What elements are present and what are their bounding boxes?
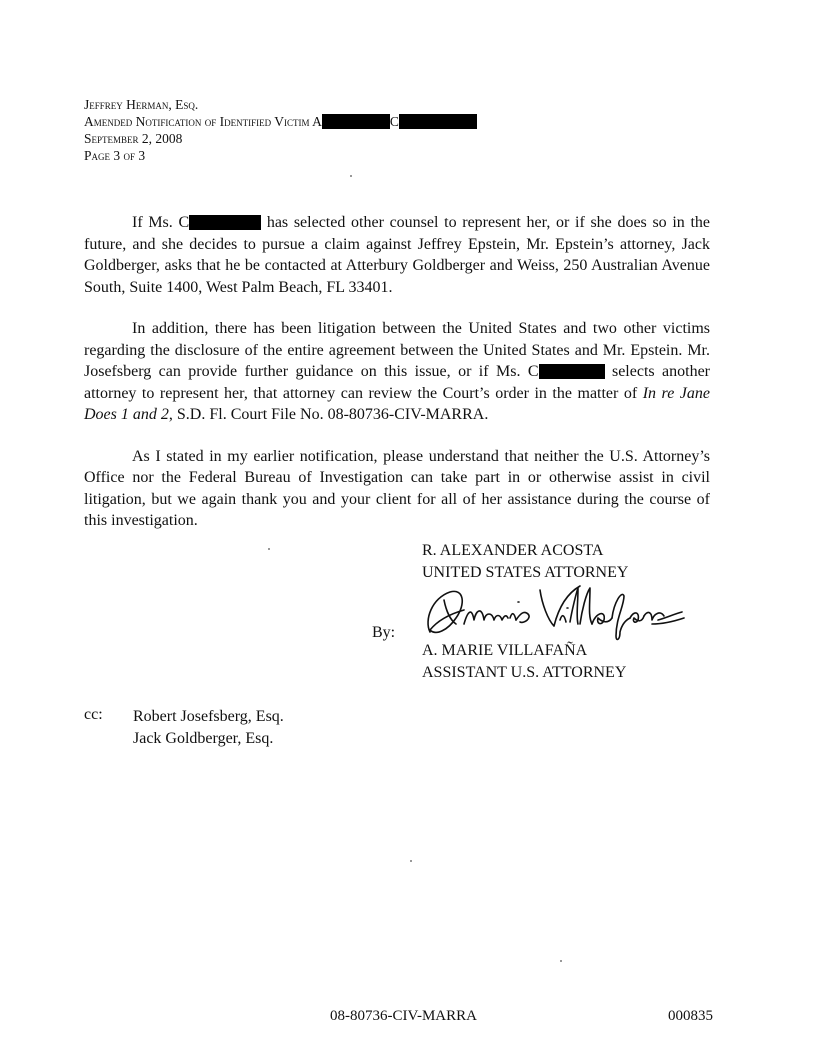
cc-recipient: Jack Goldberger, Esq.: [133, 729, 274, 747]
redaction-box: [189, 215, 261, 230]
signer-block: [422, 640, 626, 683]
cc-list: [133, 706, 284, 749]
scan-speck: [268, 548, 270, 550]
handwritten-signature: [420, 580, 690, 646]
by-label: By:: [372, 624, 396, 641]
attorney-title: UNITED STATES ATTORNEY: [422, 563, 629, 581]
paragraph-text: If Ms. C: [132, 214, 190, 231]
scan-speck: [350, 175, 352, 177]
signature-block: [422, 540, 628, 583]
case-name: In re Jane Does 1 and 2: [84, 384, 711, 423]
letter-body: [84, 212, 710, 552]
paragraph-counsel: [84, 212, 710, 298]
subject-line: [84, 113, 477, 130]
redaction-box: [322, 114, 390, 129]
letter-header: [84, 96, 477, 164]
signer-title: ASSISTANT U.S. ATTORNEY: [422, 663, 627, 681]
page-number-line: Page 3 of 3: [84, 148, 146, 163]
paragraph-closing: As I stated in my earlier notification, please understand that neither the U.S. Attorney’s Office nor the Federal Bureau of Investigation can take part in or otherwise assist in civil litigation, but we again thank you and your client for all of her assistance during the course of this investigation.: [84, 447, 710, 529]
paragraph-litigation: [84, 318, 710, 426]
cc-recipient: Robert Josefsberg, Esq.: [133, 708, 284, 725]
paragraph-text: In addition, there has been litigation between the United States and two other victims regarding the disclosure of the entire agreement between the United States and Mr. Epstein. Mr. Josefsberg can provide further guidance on this issue, or if Ms. C: [84, 320, 710, 380]
date-line: September 2, 2008: [84, 131, 183, 146]
paragraph-text: has selected other counsel to represent her, or if she does so in the future, and she decides to pursue a claim against Jeffrey Epstein, Mr. Epstein’s attorney, Jack Goldberger, asks that he be contacted at Atterbury Goldberger and Weiss, 250 Australian Avenue South, Suite 1400, West Palm Beach, FL 33401.: [84, 214, 711, 296]
scan-speck: [410, 860, 412, 862]
redaction-box: [399, 114, 477, 129]
redaction-box: [539, 364, 605, 379]
subject-prefix: Amended Notification of Identified Victim A: [84, 114, 322, 129]
footer-bates-number: 000835: [668, 1008, 713, 1024]
attorney-name: R. ALEXANDER ACOSTA: [422, 542, 604, 559]
scan-speck: [560, 960, 562, 962]
cc-label: cc:: [84, 706, 103, 723]
recipient-line: Jeffrey Herman, Esq.: [84, 97, 199, 112]
paragraph-text: selects another attorney to represent her, that attorney can review the Court’s order in the matter of: [84, 363, 711, 402]
paragraph-text: , S.D. Fl. Court File No. 08-80736-CIV-MARRA.: [168, 406, 489, 423]
footer-case-number: 08-80736-CIV-MARRA: [330, 1008, 477, 1024]
signer-name: A. MARIE VILLAFAÑA: [422, 642, 588, 659]
subject-initial: C: [389, 114, 399, 129]
